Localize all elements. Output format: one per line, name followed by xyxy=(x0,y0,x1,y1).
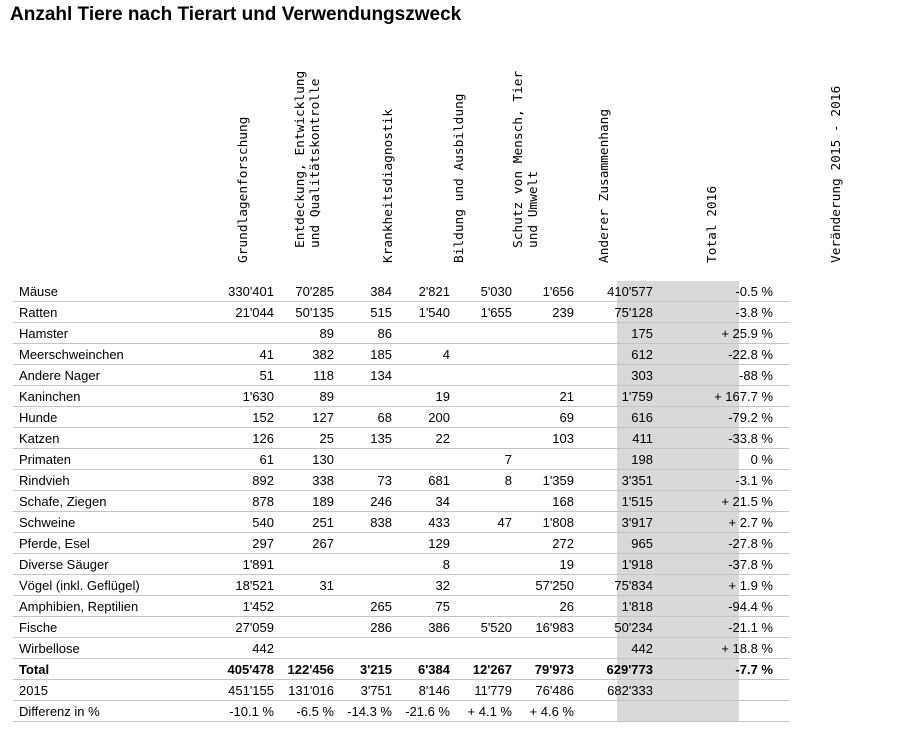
table-cell: 239 xyxy=(512,302,574,323)
table-row xyxy=(13,470,789,491)
table-cell: 21 xyxy=(512,386,574,407)
column-header-label: Entdeckung, Entwicklung und Qualitätskontrolle xyxy=(293,70,323,248)
table-cell: -0.5 % xyxy=(653,281,789,302)
table-cell: 1'656 xyxy=(512,281,574,302)
table-row xyxy=(13,407,789,428)
table-cell: 629'773 xyxy=(574,659,653,680)
table-row xyxy=(13,575,789,596)
table-cell: 21'044 xyxy=(179,302,274,323)
row-label: Total xyxy=(13,659,179,680)
table-cell xyxy=(653,701,789,722)
table-cell: 26 xyxy=(512,596,574,617)
table-cell: + 1.9 % xyxy=(653,575,789,596)
table-cell xyxy=(450,428,512,449)
table-cell: 70'285 xyxy=(274,281,334,302)
table-cell: 89 xyxy=(274,386,334,407)
table-cell: 838 xyxy=(334,512,392,533)
table-cell: 89 xyxy=(274,323,334,344)
table-cell: 79'973 xyxy=(512,659,574,680)
table-row xyxy=(13,344,789,365)
table-cell: 103 xyxy=(512,428,574,449)
table-cell: -10.1 % xyxy=(179,701,274,722)
table-cell xyxy=(274,554,334,575)
table-cell xyxy=(450,554,512,575)
table-cell xyxy=(334,575,392,596)
table-cell: -37.8 % xyxy=(653,554,789,575)
table-cell: + 4.1 % xyxy=(450,701,512,722)
table-cell: 130 xyxy=(274,449,334,470)
table-cell: + 25.9 % xyxy=(653,323,789,344)
table-cell: 73 xyxy=(334,470,392,491)
row-label: Rindvieh xyxy=(13,470,179,491)
table-cell: 75 xyxy=(392,596,450,617)
table-row xyxy=(13,323,789,344)
table-cell xyxy=(274,596,334,617)
table-cell xyxy=(450,323,512,344)
table-cell: 50'135 xyxy=(274,302,334,323)
table-cell: 682'333 xyxy=(574,680,653,701)
table-cell: 265 xyxy=(334,596,392,617)
table-cell: 1'891 xyxy=(179,554,274,575)
table-cell: 251 xyxy=(274,512,334,533)
table-cell xyxy=(392,365,450,386)
table-cell: 965 xyxy=(574,533,653,554)
table-cell: + 2.7 % xyxy=(653,512,789,533)
table-cell: 442 xyxy=(574,638,653,659)
table-cell: 338 xyxy=(274,470,334,491)
table-row xyxy=(13,491,789,512)
table-cell: 330'401 xyxy=(179,281,274,302)
table-cell: 303 xyxy=(574,365,653,386)
row-label: Kaninchen xyxy=(13,386,179,407)
table-cell: 168 xyxy=(512,491,574,512)
table-cell: 57'250 xyxy=(512,575,574,596)
table-row xyxy=(13,554,789,575)
table-cell: 51 xyxy=(179,365,274,386)
table-cell: 126 xyxy=(179,428,274,449)
table-cell: 411 xyxy=(574,428,653,449)
table-cell: 892 xyxy=(179,470,274,491)
row-label: Katzen xyxy=(13,428,179,449)
table-cell: 47 xyxy=(450,512,512,533)
table-cell: 131'016 xyxy=(274,680,334,701)
table-cell: 1'655 xyxy=(450,302,512,323)
table-cell: + 167.7 % xyxy=(653,386,789,407)
table-cell: 1'759 xyxy=(574,386,653,407)
table-cell: 135 xyxy=(334,428,392,449)
table-cell xyxy=(392,638,450,659)
row-label: Hamster xyxy=(13,323,179,344)
table-cell: 433 xyxy=(392,512,450,533)
table-cell xyxy=(512,449,574,470)
table-cell: 25 xyxy=(274,428,334,449)
table-cell xyxy=(450,344,512,365)
table-cell xyxy=(450,575,512,596)
table-cell: -7.7 % xyxy=(653,659,789,680)
table-cell: 5'520 xyxy=(450,617,512,638)
table-cell: 16'983 xyxy=(512,617,574,638)
table-cell: 0 % xyxy=(653,449,789,470)
table-cell: 1'630 xyxy=(179,386,274,407)
table-cell: 86 xyxy=(334,323,392,344)
table-cell: 19 xyxy=(512,554,574,575)
table-cell xyxy=(574,701,653,722)
row-label: Primaten xyxy=(13,449,179,470)
row-label: Meerschweinchen xyxy=(13,344,179,365)
table-cell xyxy=(334,554,392,575)
table-row xyxy=(13,617,789,638)
table-cell xyxy=(450,596,512,617)
table-cell xyxy=(512,323,574,344)
column-header-label: Krankheitsdiagnostik xyxy=(381,108,396,263)
table-row xyxy=(13,449,789,470)
table-cell: -79.2 % xyxy=(653,407,789,428)
row-label: Amphibien, Reptilien xyxy=(13,596,179,617)
table-row xyxy=(13,386,789,407)
table-cell: 22 xyxy=(392,428,450,449)
table-row-total xyxy=(13,659,789,680)
table-cell: -14.3 % xyxy=(334,701,392,722)
table-cell: 878 xyxy=(179,491,274,512)
table-cell: 175 xyxy=(574,323,653,344)
table-cell: 75'834 xyxy=(574,575,653,596)
table-cell: 11'779 xyxy=(450,680,512,701)
table-cell: 50'234 xyxy=(574,617,653,638)
table-row xyxy=(13,638,789,659)
table-cell: 19 xyxy=(392,386,450,407)
table-cell: 2'821 xyxy=(392,281,450,302)
table-cell: 410'577 xyxy=(574,281,653,302)
table-cell: 18'521 xyxy=(179,575,274,596)
table-cell: 3'917 xyxy=(574,512,653,533)
table-cell: + 4.6 % xyxy=(512,701,574,722)
table-cell: 272 xyxy=(512,533,574,554)
column-header-label: Grundlagenforschung xyxy=(236,116,251,263)
table-cell: 442 xyxy=(179,638,274,659)
row-label: Wirbellose xyxy=(13,638,179,659)
table-row xyxy=(13,365,789,386)
table-cell: 129 xyxy=(392,533,450,554)
table-cell xyxy=(653,680,789,701)
table-cell: 382 xyxy=(274,344,334,365)
table-cell: 6'384 xyxy=(392,659,450,680)
table-cell: 267 xyxy=(274,533,334,554)
table-cell: 5'030 xyxy=(450,281,512,302)
table-cell xyxy=(274,638,334,659)
table-cell: 69 xyxy=(512,407,574,428)
table-cell: 540 xyxy=(179,512,274,533)
table-cell: 515 xyxy=(334,302,392,323)
row-label: Schweine xyxy=(13,512,179,533)
table-cell xyxy=(450,386,512,407)
table-cell: + 21.5 % xyxy=(653,491,789,512)
table-cell: 27'059 xyxy=(179,617,274,638)
row-label: Andere Nager xyxy=(13,365,179,386)
table-cell xyxy=(334,449,392,470)
table-cell: 384 xyxy=(334,281,392,302)
table-cell xyxy=(450,533,512,554)
table-cell: 75'128 xyxy=(574,302,653,323)
table-cell xyxy=(392,449,450,470)
table-cell: 1'540 xyxy=(392,302,450,323)
column-header-label: Anderer Zusammenhang xyxy=(597,108,612,263)
table-cell xyxy=(512,344,574,365)
table-row xyxy=(13,281,789,302)
row-label: Pferde, Esel xyxy=(13,533,179,554)
table-cell xyxy=(450,407,512,428)
table-cell xyxy=(392,323,450,344)
table-cell xyxy=(450,491,512,512)
table-row xyxy=(13,512,789,533)
table-cell: 34 xyxy=(392,491,450,512)
row-label: Ratten xyxy=(13,302,179,323)
table-cell xyxy=(450,365,512,386)
table-cell: 31 xyxy=(274,575,334,596)
table-cell: 246 xyxy=(334,491,392,512)
table-cell: 61 xyxy=(179,449,274,470)
table-cell: 41 xyxy=(179,344,274,365)
table-cell: 1'818 xyxy=(574,596,653,617)
table-cell xyxy=(334,533,392,554)
table-cell: 616 xyxy=(574,407,653,428)
row-label: Fische xyxy=(13,617,179,638)
table-cell: -3.8 % xyxy=(653,302,789,323)
column-header-label: Veränderung 2015 - 2016 xyxy=(829,85,844,263)
table-cell: 134 xyxy=(334,365,392,386)
column-header-label: Schutz von Mensch, Tier und Umwelt xyxy=(511,70,541,248)
table-row xyxy=(13,533,789,554)
table-cell: 1'359 xyxy=(512,470,574,491)
row-label: Schafe, Ziegen xyxy=(13,491,179,512)
table-cell: -94.4 % xyxy=(653,596,789,617)
table-cell: -88 % xyxy=(653,365,789,386)
table-cell: 612 xyxy=(574,344,653,365)
table-cell: 1'918 xyxy=(574,554,653,575)
table-cell: 152 xyxy=(179,407,274,428)
table-cell xyxy=(274,617,334,638)
table-cell: 451'155 xyxy=(179,680,274,701)
row-label: Mäuse xyxy=(13,281,179,302)
table-cell: 1'808 xyxy=(512,512,574,533)
table-row xyxy=(13,680,789,701)
table-cell: + 18.8 % xyxy=(653,638,789,659)
table-cell: 405'478 xyxy=(179,659,274,680)
row-label: Vögel (inkl. Geflügel) xyxy=(13,575,179,596)
table-cell xyxy=(512,365,574,386)
table-cell xyxy=(334,386,392,407)
table-cell xyxy=(179,323,274,344)
row-label: Hunde xyxy=(13,407,179,428)
table-cell: 68 xyxy=(334,407,392,428)
table-cell: -21.6 % xyxy=(392,701,450,722)
column-header-label: Total 2016 xyxy=(705,185,720,263)
column-header-label: Bildung und Ausbildung xyxy=(452,93,467,263)
table-cell: 122'456 xyxy=(274,659,334,680)
table-cell: 4 xyxy=(392,344,450,365)
table-cell: 1'452 xyxy=(179,596,274,617)
table-row xyxy=(13,428,789,449)
table-cell: -6.5 % xyxy=(274,701,334,722)
table-cell: 32 xyxy=(392,575,450,596)
row-label: Diverse Säuger xyxy=(13,554,179,575)
table-cell: 3'751 xyxy=(334,680,392,701)
table-cell: 3'215 xyxy=(334,659,392,680)
table-cell: 118 xyxy=(274,365,334,386)
table-cell: 189 xyxy=(274,491,334,512)
table-cell: -27.8 % xyxy=(653,533,789,554)
table-cell: -21.1 % xyxy=(653,617,789,638)
row-label: Differenz in % xyxy=(13,701,179,722)
table-cell: 386 xyxy=(392,617,450,638)
animal-count-table xyxy=(13,281,789,722)
table-cell: 198 xyxy=(574,449,653,470)
table-cell: 681 xyxy=(392,470,450,491)
table-cell: 76'486 xyxy=(512,680,574,701)
table-row xyxy=(13,596,789,617)
table-cell: 1'515 xyxy=(574,491,653,512)
table-cell: 8 xyxy=(450,470,512,491)
table-row xyxy=(13,302,789,323)
table-row xyxy=(13,701,789,722)
row-label: 2015 xyxy=(13,680,179,701)
table-cell xyxy=(450,638,512,659)
table-cell: 200 xyxy=(392,407,450,428)
table-cell: 7 xyxy=(450,449,512,470)
table-cell: 8'146 xyxy=(392,680,450,701)
table-cell: -33.8 % xyxy=(653,428,789,449)
table-cell: 3'351 xyxy=(574,470,653,491)
table-cell: -3.1 % xyxy=(653,470,789,491)
table-cell: 297 xyxy=(179,533,274,554)
table-cell: 185 xyxy=(334,344,392,365)
page-title: Anzahl Tiere nach Tierart und Verwendungszweck xyxy=(10,4,462,25)
table-cell: 127 xyxy=(274,407,334,428)
table-cell xyxy=(334,638,392,659)
table-cell: 12'267 xyxy=(450,659,512,680)
table-cell: -22.8 % xyxy=(653,344,789,365)
table-cell: 286 xyxy=(334,617,392,638)
table-cell xyxy=(512,638,574,659)
table-cell: 8 xyxy=(392,554,450,575)
